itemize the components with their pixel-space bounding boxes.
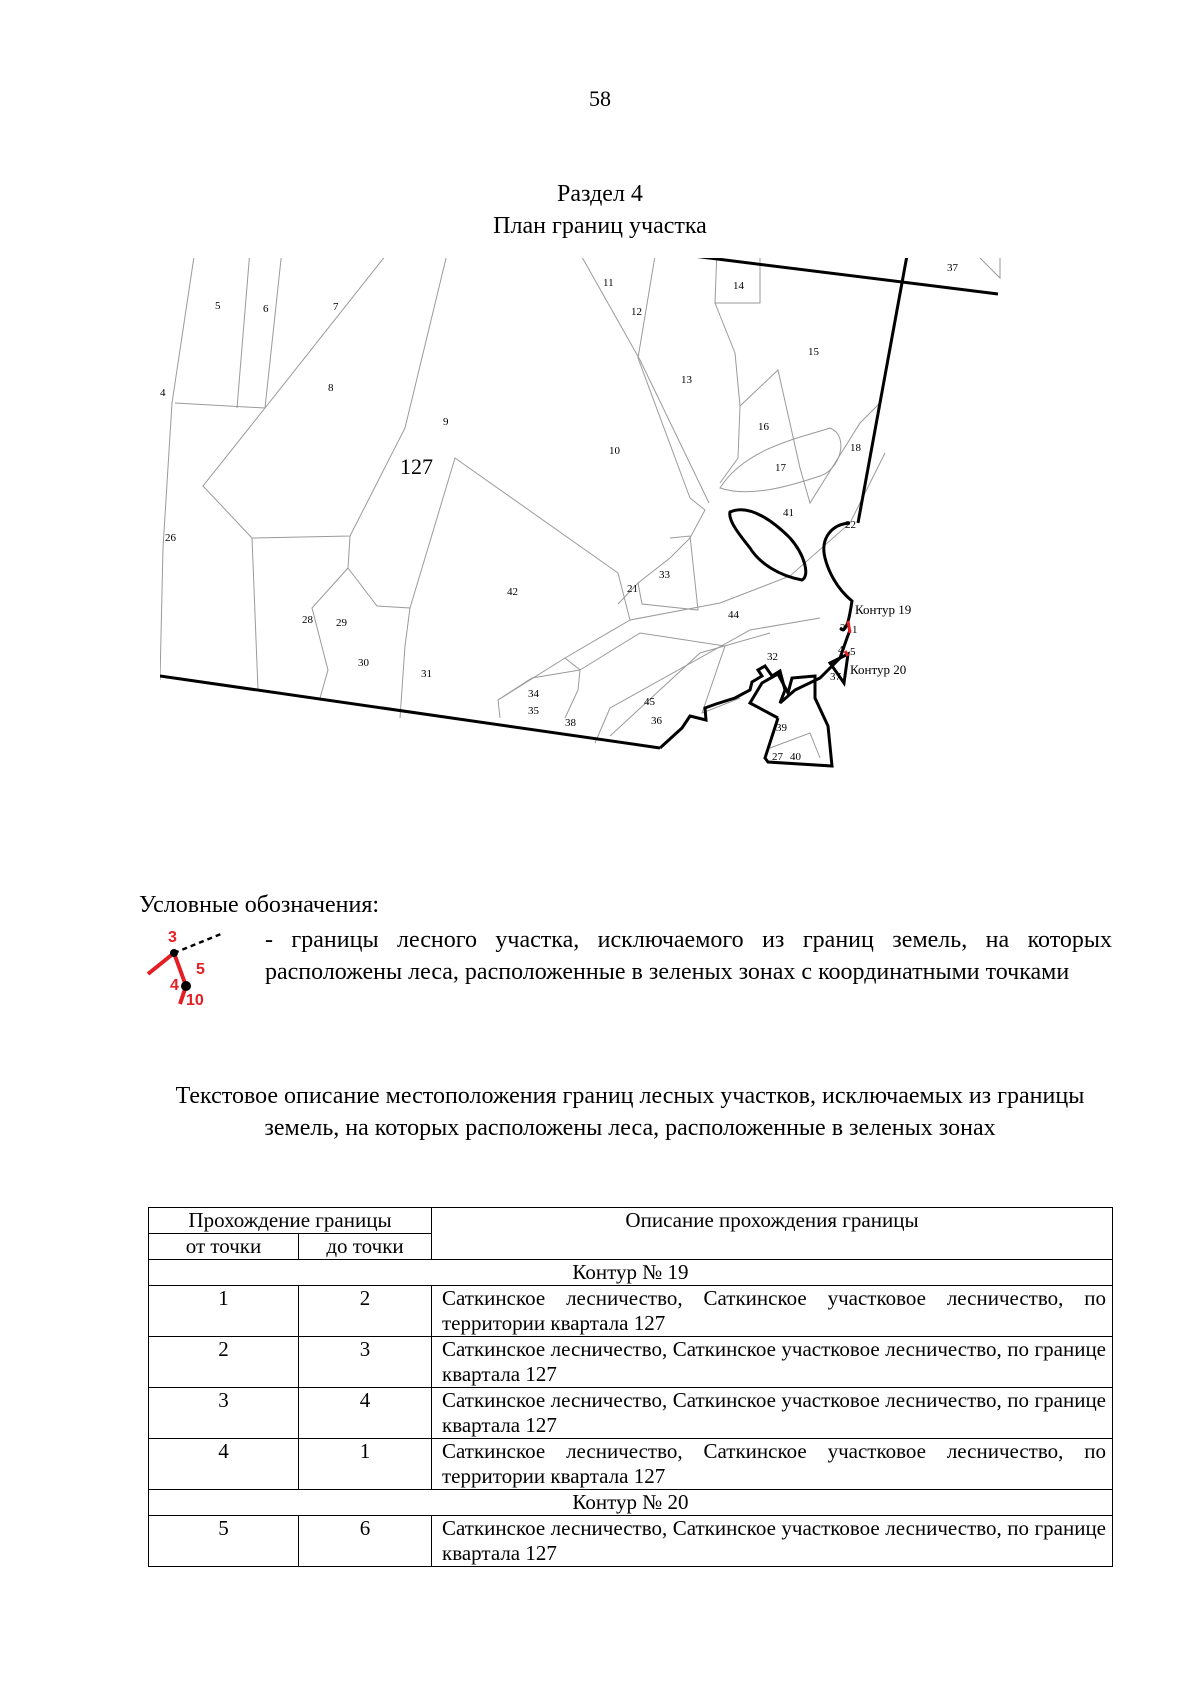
to-point-cell: 1 bbox=[299, 1439, 432, 1490]
plot-label: 9 bbox=[443, 416, 449, 428]
plot-label: 41 bbox=[783, 507, 794, 519]
plot-label: 31 bbox=[421, 668, 432, 680]
plot-label: 36 bbox=[651, 715, 662, 727]
contour-19-header: Контур № 19 bbox=[149, 1260, 1113, 1286]
point-label: 1 bbox=[852, 624, 858, 636]
contour-20-header: Контур № 20 bbox=[149, 1490, 1113, 1516]
section-heading: План границ участка bbox=[493, 213, 707, 239]
plot-label: 8 bbox=[328, 382, 334, 394]
plot-label: 15 bbox=[808, 346, 819, 358]
plot-label: 28 bbox=[302, 614, 313, 626]
table-row bbox=[149, 1388, 1113, 1439]
contour20-label: Контур 20 bbox=[850, 662, 907, 677]
plot-label: 38 bbox=[565, 717, 576, 729]
plot-label: 42 bbox=[507, 586, 518, 598]
plot-label: 21 bbox=[627, 583, 638, 595]
plot-label: 37 bbox=[830, 671, 841, 683]
legend-description: - границы лесного участка, исключаемого из границ земель, на которых расположены леса, расположенные в зеленых зонах с координатными точками bbox=[265, 927, 1112, 985]
legend-point-label: 10 bbox=[186, 992, 204, 1009]
plot-label: 44 bbox=[728, 609, 739, 621]
plot-label: 30 bbox=[358, 657, 369, 669]
legend-title: Условные обозначения: bbox=[139, 892, 380, 918]
plot-label: 29 bbox=[336, 617, 347, 629]
plot-label: 6 bbox=[263, 303, 269, 315]
table-row bbox=[149, 1286, 1113, 1337]
point-label: 4 bbox=[838, 644, 844, 656]
quarter-boundary bbox=[160, 258, 998, 766]
plot-label: 4 bbox=[160, 387, 166, 399]
header-from-point: от точки bbox=[149, 1234, 299, 1260]
plot-label: 26 bbox=[165, 532, 176, 544]
description-cell: Саткинское лесничество, Саткинское участковое лесничество, по границе квартала 127 bbox=[432, 1516, 1113, 1567]
section-title bbox=[0, 178, 1200, 242]
table-row bbox=[149, 1516, 1113, 1567]
point-label: 5 bbox=[850, 646, 856, 658]
description-title: Текстовое описание местоположения границ лесных участков, исключаемых из границы земель, на которых расположены леса, расположенные в зеленых зонах bbox=[175, 1083, 1085, 1141]
plot-label: 18 bbox=[850, 442, 861, 454]
header-to-point: до точки bbox=[299, 1234, 432, 1260]
page-number: 58 bbox=[589, 86, 611, 111]
plot-label: 14 bbox=[733, 280, 744, 292]
plot-label: 22 bbox=[845, 519, 856, 531]
quarter-number: 127 bbox=[400, 454, 433, 479]
plot-label: 33 bbox=[659, 569, 670, 581]
plot-label: 11 bbox=[603, 277, 614, 289]
contour19-segment bbox=[848, 621, 850, 633]
table-row bbox=[149, 1337, 1113, 1388]
to-point-cell: 4 bbox=[299, 1388, 432, 1439]
legend-symbol-svg bbox=[146, 928, 236, 1018]
map-svg bbox=[160, 258, 1100, 858]
description-cell: Саткинское лесничество, Саткинское участковое лесничество, по границе квартала 127 bbox=[432, 1337, 1113, 1388]
plot-label: 37 bbox=[947, 262, 958, 274]
plot-label: 40 bbox=[790, 751, 801, 763]
plot-label: 13 bbox=[681, 374, 692, 386]
boundary-legend-icon bbox=[146, 928, 236, 1018]
header-description: Описание прохождения границы bbox=[432, 1208, 1113, 1260]
plot-label: 7 bbox=[333, 301, 339, 313]
table-row bbox=[149, 1439, 1113, 1490]
plot-label: 34 bbox=[528, 688, 539, 700]
legend-point-label: 3 bbox=[168, 929, 177, 946]
from-point-cell: 5 bbox=[149, 1516, 299, 1567]
point-label: 2 bbox=[840, 622, 846, 634]
description-cell: Саткинское лесничество, Саткинское участковое лесничество, по территории квартала 127 bbox=[432, 1286, 1113, 1337]
legend-point-label: 4 bbox=[170, 977, 179, 994]
plot-label: 16 bbox=[758, 421, 769, 433]
plot-label: 17 bbox=[775, 462, 786, 474]
plot-label: 5 bbox=[215, 300, 221, 312]
description-cell: Саткинское лесничество, Саткинское участковое лесничество, по границе квартала 127 bbox=[432, 1388, 1113, 1439]
plot-label: 32 bbox=[767, 651, 778, 663]
from-point-cell: 3 bbox=[149, 1388, 299, 1439]
from-point-cell: 2 bbox=[149, 1337, 299, 1388]
plot-label: 12 bbox=[631, 306, 642, 318]
section-number: Раздел 4 bbox=[557, 181, 643, 207]
header-boundary-passage: Прохождение границы bbox=[149, 1208, 432, 1234]
plot-label: 35 bbox=[528, 705, 539, 717]
description-cell: Саткинское лесничество, Саткинское участковое лесничество, по территории квартала 127 bbox=[432, 1439, 1113, 1490]
from-point-cell: 1 bbox=[149, 1286, 299, 1337]
from-point-cell: 4 bbox=[149, 1439, 299, 1490]
plot-label: 39 bbox=[776, 722, 787, 734]
plot-label: 27 bbox=[772, 751, 783, 763]
boundary-map bbox=[160, 258, 1100, 858]
to-point-cell: 2 bbox=[299, 1286, 432, 1337]
to-point-cell: 3 bbox=[299, 1337, 432, 1388]
legend-point-label: 5 bbox=[196, 961, 205, 978]
plot-labels bbox=[160, 262, 959, 763]
contour19-label: Контур 19 bbox=[855, 602, 912, 617]
boundary-description-table bbox=[148, 1207, 1113, 1567]
to-point-cell: 6 bbox=[299, 1516, 432, 1567]
plot-label: 10 bbox=[609, 445, 620, 457]
plot-label: 45 bbox=[644, 696, 655, 708]
